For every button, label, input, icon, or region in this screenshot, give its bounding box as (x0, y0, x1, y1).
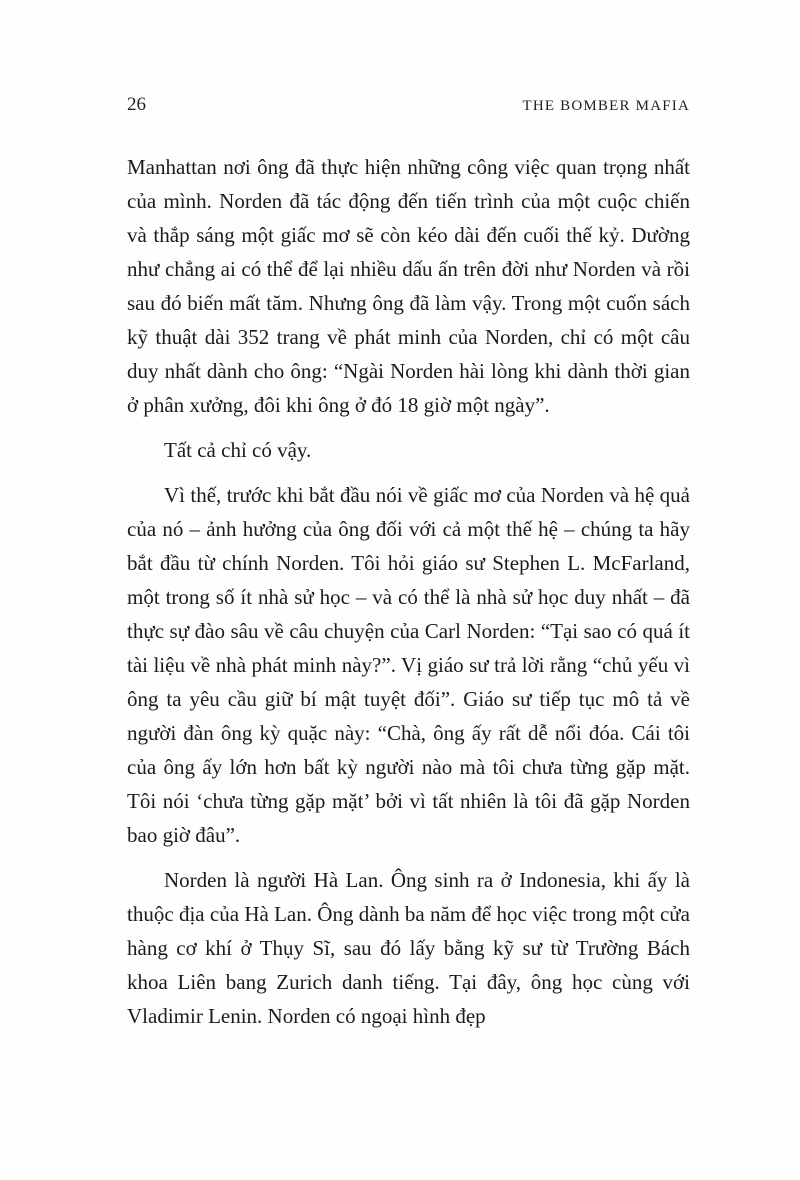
paragraph: Tất cả chỉ có vậy. (164, 438, 312, 462)
paragraph: Manhattan nơi ông đã thực hiện những công việc quan trọng nhất của mình. Norden đã tác động đến tiến trình của một cuộc chiến và thắp sáng một giấc mơ sẽ còn kéo dài đến cuối thế kỷ. Dường như chẳng ai có thể để lại nhiều dấu ấn trên đời như Norden và rồi sau đó biến mất tăm. Nhưng ông đã làm vậy. Trong một cuốn sách kỹ thuật dài 352 trang về phát minh của Norden, chỉ có một câu duy nhất dành cho ông: “Ngài Norden hài lòng khi dành thời gian ở phân xưởng, đôi khi ông ở đó 18 giờ một ngày”. (127, 155, 690, 417)
page-number: 26 (127, 94, 146, 115)
running-title: THE BOMBER MAFIA (522, 98, 690, 114)
page-header (127, 94, 690, 116)
paragraph: Norden là người Hà Lan. Ông sinh ra ở Indonesia, khi ấy là thuộc địa của Hà Lan. Ông dành ba năm để học việc trong một cửa hàng cơ khí ở Thụy Sĩ, sau đó lấy bằng kỹ sư từ Trường Bách khoa Liên bang Zurich danh tiếng. Tại đây, ông học cùng với Vladimir Lenin. Norden có ngoại hình đẹp (127, 868, 690, 1028)
body-text (127, 150, 690, 1044)
paragraph: Vì thế, trước khi bắt đầu nói về giấc mơ của Norden và hệ quả của nó – ảnh hưởng của ông đối với cả một thế hệ – chúng ta hãy bắt đầu từ chính Norden. Tôi hỏi giáo sư Stephen L. McFarland, một trong số ít nhà sử học – và có thể là nhà sử học duy nhất – đã thực sự đào sâu về câu chuyện của Carl Norden: “Tại sao có quá ít tài liệu về nhà phát minh này?”. Vị giáo sư trả lời rằng “chủ yếu vì ông ta yêu cầu giữ bí mật tuyệt đối”. Giáo sư tiếp tục mô tả về người đàn ông kỳ quặc này: “Chà, ông ấy rất dễ nổi đóa. Cái tôi của ông ấy lớn hơn bất kỳ người nào mà tôi chưa từng gặp mặt. Tôi nói ‘chưa từng gặp mặt’ bởi vì tất nhiên là tôi đã gặp Norden bao giờ đâu”. (127, 483, 690, 847)
